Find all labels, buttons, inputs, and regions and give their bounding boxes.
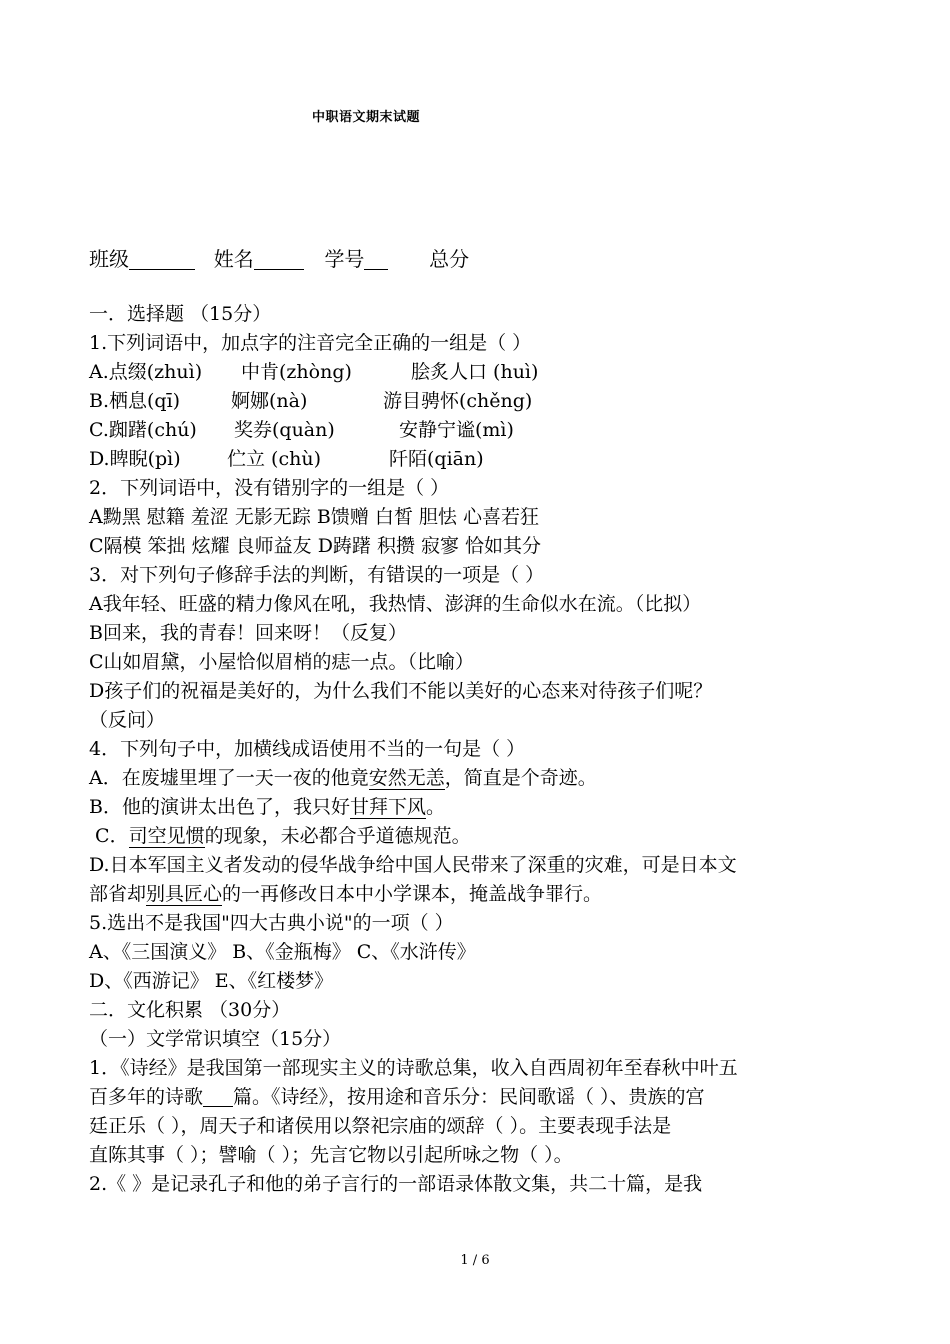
question-2-options-ab: A黝黑 慰籍 羞涩 无影无踪 B馈赠 白皙 胆怯 心喜若狂 xyxy=(89,506,539,528)
underlined-idiom: 甘拜下风 xyxy=(349,796,426,818)
name-label: 姓名 xyxy=(213,247,254,271)
section-2-part-1-heading: （一）文学常识填空（15分） xyxy=(89,1028,342,1050)
fill-1-line-3: 廷正乐（ ），周天子和诸侯用以祭祀宗庙的颂辞（ ）。主要表现手法是 xyxy=(89,1115,672,1137)
question-1-option-a: A.点缀(zhuì) 中肯(zhòng) 脍炙人口 (huì) xyxy=(89,361,539,383)
question-2: 2．下列词语中，没有错别字的一组是（ ） xyxy=(89,477,450,499)
question-5-options-abc: A、《三国演义》 B、《金瓶梅》 C、《水浒传》 xyxy=(89,941,476,963)
question-5: 5.选出不是我国"四大古典小说"的一项（ ） xyxy=(89,912,454,934)
question-4-option-d: D.日本军国主义者发动的侵华战争给中国人民带来了深重的灾难，可是日本文 xyxy=(89,854,737,876)
underlined-idiom: 安然无恙 xyxy=(368,767,445,789)
question-3: 3．对下列句子修辞手法的判断，有错误的一项是（ ） xyxy=(89,564,545,586)
question-1: 1.下列词语中，加点字的注音完全正确的一组是（ ） xyxy=(89,332,532,354)
class-blank[interactable] xyxy=(129,247,195,270)
page-number: 1 / 6 xyxy=(460,1253,490,1268)
question-1-option-c: C.踟躇(chú) 奖券(quàn) 安静宁谧(mì) xyxy=(89,419,514,441)
total-label: 总分 xyxy=(429,247,470,271)
class-label: 班级 xyxy=(89,247,129,271)
question-4-option-c: C．司空见惯的现象，未必都合乎道德规范。 xyxy=(89,825,471,847)
question-3-option-c: C山如眉黛，小屋恰似眉梢的痣一点。（比喻） xyxy=(89,651,475,673)
question-1-option-b: B.栖息(qī) 婀娜(nà) 游目骋怀(chěng) xyxy=(89,390,533,412)
question-1-option-d: D.睥睨(pì) 伫立 (chù) 阡陌(qiān) xyxy=(89,448,484,470)
fill-1-line-1: 1．《诗经》是我国第一部现实主义的诗歌总集，收入自西周初年至春秋中叶五 xyxy=(89,1057,738,1079)
section-1-heading: 一．选择题 （15分） xyxy=(89,303,272,325)
question-4-option-d-cont: 部省却别具匠心的一再修改日本中小学课本，掩盖战争罪行。 xyxy=(89,883,603,905)
document-title: 中职语文期末试题 xyxy=(312,110,421,125)
question-3-option-b: B回来，我的青春！回来呀！（反复） xyxy=(89,622,407,644)
fill-1-line-4: 直陈其事（ ）；譬喻（ ）；先言它物以引起所咏之物（ ）。 xyxy=(89,1144,573,1166)
question-4-option-a: A．在废墟里埋了一天一夜的他竟安然无恙，简直是个奇迹。 xyxy=(89,767,597,789)
id-blank[interactable] xyxy=(364,247,388,270)
underlined-idiom: 司空见惯 xyxy=(128,825,205,847)
question-2-options-cd: C隔模 笨拙 炫耀 良师益友 D踌躇 积攒 寂寥 恰如其分 xyxy=(89,535,542,557)
section-2-heading: 二．文化积累 （30分） xyxy=(89,999,291,1021)
underlined-idiom: 别具匠心 xyxy=(146,883,223,905)
question-3-option-d-tag: （反问） xyxy=(89,709,166,731)
question-5-options-de: D、《西游记》 E、《红楼梦》 xyxy=(89,970,334,992)
question-4-option-b: B．他的演讲太出色了，我只好甘拜下风。 xyxy=(89,796,445,818)
fill-1-line-2: 百多年的诗歌 篇。《诗经》，按用途和音乐分：民间歌谣（ ）、贵族的宫 xyxy=(89,1086,705,1108)
exam-body xyxy=(89,300,879,1199)
id-label: 学号 xyxy=(324,247,365,271)
question-3-option-d: D孩子们的祝福是美好的，为什么我们不能以美好的心态来对待孩子们呢？ xyxy=(89,680,713,702)
answer-blank[interactable] xyxy=(203,1084,233,1107)
name-blank[interactable] xyxy=(254,247,304,270)
student-info-row xyxy=(89,244,469,274)
question-4: 4．下列句子中，加横线成语使用不当的一句是（ ） xyxy=(89,738,526,760)
fill-2-line-1: 2.《 》是记录孔子和他的弟子言行的一部语录体散文集，共二十篇，是我 xyxy=(89,1173,703,1195)
question-3-option-a: A我年轻、旺盛的精力像风在吼，我热情、澎湃的生命似水在流。（比拟） xyxy=(89,593,702,615)
